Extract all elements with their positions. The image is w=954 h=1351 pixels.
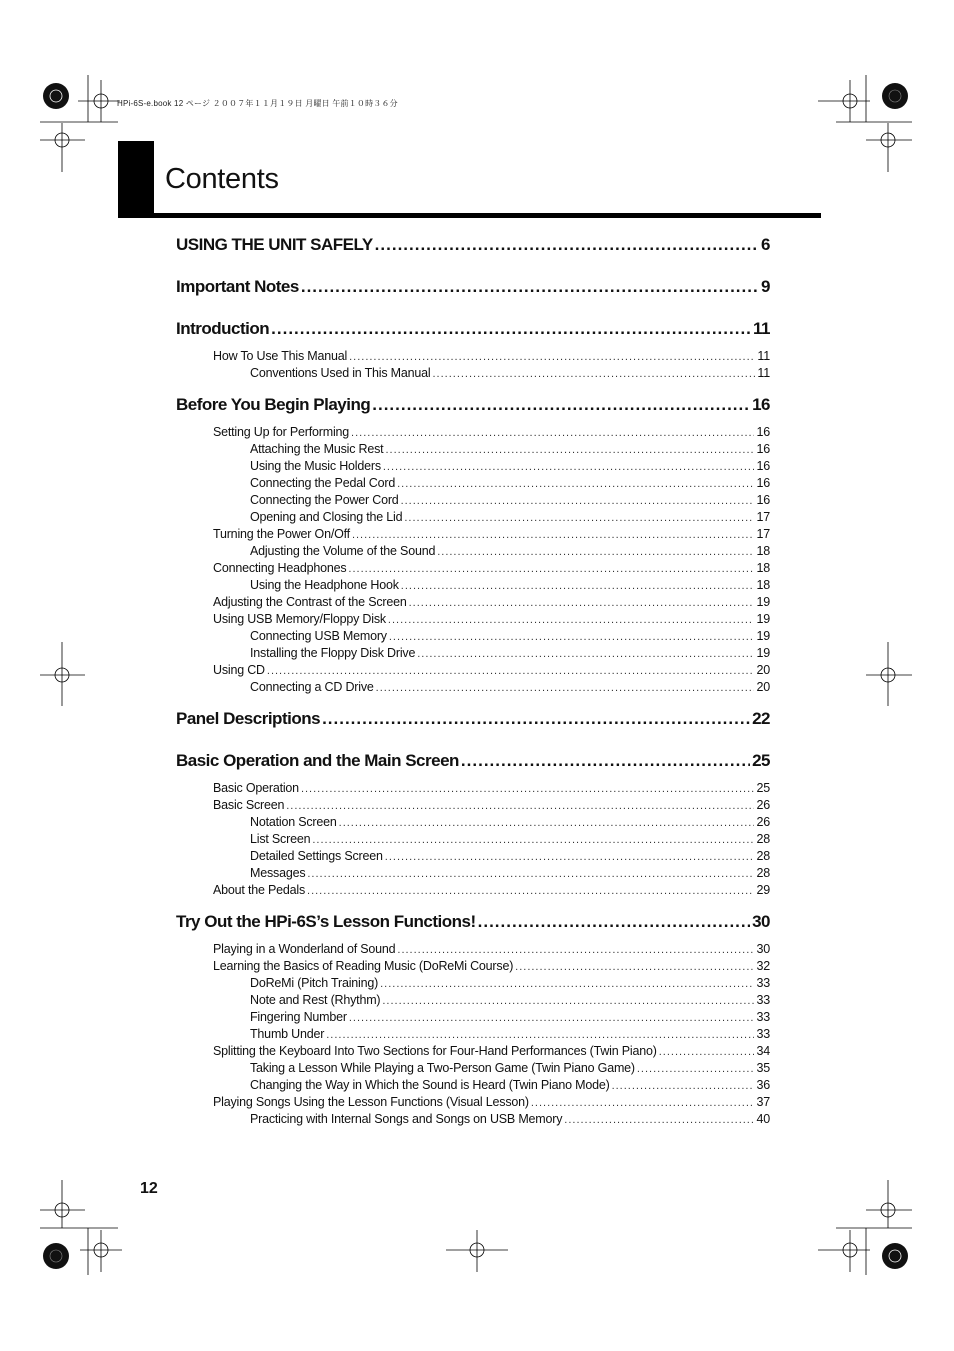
toc-entry-page: 18 [756, 544, 770, 558]
toc-chapter-group [176, 742, 770, 899]
toc-entry-title: Detailed Settings Screen [250, 849, 383, 863]
toc-entry[interactable] [176, 441, 770, 458]
toc-entry[interactable] [176, 628, 770, 645]
toc-chapter-page: 11 [753, 319, 770, 338]
toc-leader-dots [637, 1061, 755, 1078]
toc-entry-title: Conventions Used in This Manual [250, 366, 431, 380]
toc-entry-title: Playing Songs Using the Lesson Functions (Visual Lesson) [213, 1095, 529, 1109]
toc-entry-title: Basic Screen [213, 798, 285, 812]
toc-entry-page: 28 [756, 849, 770, 863]
toc-leader-dots [409, 595, 755, 612]
toc-entry-title: Practicing with Internal Songs and Songs on USB Memory [250, 1112, 563, 1126]
toc-entry-page: 34 [756, 1044, 770, 1058]
toc-leader-dots [267, 663, 755, 680]
toc-entry-page: 40 [756, 1112, 770, 1126]
toc-entry[interactable] [176, 941, 770, 958]
toc-entry-page: 20 [756, 663, 770, 677]
toc-chapter-group [176, 903, 770, 1128]
toc-leader-dots [380, 976, 754, 993]
toc-chapter-title: Try Out the HPi-6S’s Lesson Functions! [176, 912, 476, 931]
toc-leader-dots [385, 849, 755, 866]
toc-entry[interactable] [176, 1026, 770, 1043]
toc-leader-dots [286, 798, 754, 815]
toc-entry-page: 35 [756, 1061, 770, 1075]
toc-entry-page: 17 [756, 510, 770, 524]
title-rule [118, 213, 821, 218]
toc-chapter[interactable] [176, 310, 770, 348]
toc-entry-page: 33 [756, 993, 770, 1007]
toc-entry[interactable] [176, 831, 770, 848]
toc-entry-title: Thumb Under [250, 1027, 325, 1041]
toc-entry-page: 25 [756, 781, 770, 795]
page-number: 12 [140, 1180, 158, 1197]
toc-entry-title: Connecting the Pedal Cord [250, 476, 396, 490]
toc-entry-title: Using CD [213, 663, 265, 677]
toc-leader-dots [417, 646, 754, 663]
toc-leader-dots [339, 815, 755, 832]
toc-entry[interactable] [176, 662, 770, 679]
toc-entry[interactable] [176, 458, 770, 475]
toc-chapter[interactable] [176, 386, 770, 424]
toc-leader-dots [401, 578, 755, 595]
toc-entry-page: 37 [756, 1095, 770, 1109]
toc-leader-dots [478, 903, 750, 941]
toc-entry[interactable] [176, 577, 770, 594]
toc-entry-title: Note and Rest (Rhythm) [250, 993, 381, 1007]
toc-entry-page: 28 [756, 832, 770, 846]
toc-entry-page: 26 [756, 815, 770, 829]
toc-chapter-group [176, 386, 770, 696]
toc-entry-page: 18 [756, 561, 770, 575]
toc-entry[interactable] [176, 424, 770, 441]
toc-entry-title: Adjusting the Volume of the Sound [250, 544, 436, 558]
toc-entry[interactable] [176, 1060, 770, 1077]
toc-entry-title: Fingering Number [250, 1010, 347, 1024]
toc-entry-title: Using the Headphone Hook [250, 578, 399, 592]
toc-leader-dots [271, 310, 751, 348]
toc-chapter-page: 25 [752, 751, 770, 770]
toc-leader-dots [352, 527, 755, 544]
toc-entry[interactable] [176, 594, 770, 611]
toc-entry-title: Setting Up for Performing [213, 425, 350, 439]
toc-entry-page: 11 [757, 349, 770, 363]
toc-chapter[interactable] [176, 268, 770, 306]
toc-entry-page: 29 [756, 883, 770, 897]
toc-entry-title: Playing in a Wonderland of Sound [213, 942, 396, 956]
toc-leader-dots [564, 1112, 754, 1129]
toc-chapter-title: Important Notes [176, 277, 299, 296]
toc-entry[interactable] [176, 814, 770, 831]
table-of-contents [176, 226, 770, 1132]
toc-leader-dots [372, 386, 750, 424]
toc-entry-page: 20 [756, 680, 770, 694]
toc-leader-dots [307, 883, 754, 900]
toc-leader-dots [385, 442, 754, 459]
toc-entry[interactable] [176, 645, 770, 662]
toc-chapter-title: USING THE UNIT SAFELY [176, 235, 373, 254]
toc-entry[interactable] [176, 797, 770, 814]
toc-entry[interactable] [176, 958, 770, 975]
toc-entry-title: Turning the Power On/Off [213, 527, 350, 541]
toc-leader-dots [383, 459, 755, 476]
toc-leader-dots [404, 510, 754, 527]
book-file-meta: HPi-6S-e.book 12 ページ ２００７年１１月１９日 月曜日 午前１０時３６分 [117, 99, 398, 108]
toc-entry[interactable] [176, 560, 770, 577]
toc-chapter[interactable] [176, 742, 770, 780]
toc-entry-title: Connecting the Power Cord [250, 493, 399, 507]
toc-entry-title: Opening and Closing the Lid [250, 510, 403, 524]
toc-entry[interactable] [176, 1043, 770, 1060]
toc-entry[interactable] [176, 1094, 770, 1111]
toc-entry-title: Notation Screen [250, 815, 337, 829]
toc-entry-page: 19 [756, 646, 770, 660]
toc-chapter-page: 9 [761, 277, 770, 296]
toc-leader-dots [659, 1044, 755, 1061]
toc-entry-page: 11 [757, 366, 770, 380]
toc-entry-page: 18 [756, 578, 770, 592]
toc-chapter-page: 16 [752, 395, 770, 414]
toc-entry-title: About the Pedals [213, 883, 306, 897]
toc-entry-title: Changing the Way in Which the Sound is Heard (Twin Piano Mode) [250, 1078, 610, 1092]
toc-entry-title: Splitting the Keyboard Into Two Sections for Four-Hand Performances (Twin Piano) [213, 1044, 657, 1058]
toc-entry-page: 30 [756, 942, 770, 956]
toc-entry-title: Attaching the Music Rest [250, 442, 384, 456]
toc-entry-page: 19 [756, 629, 770, 643]
toc-entry-title: Connecting USB Memory [250, 629, 387, 643]
page-title: Contents [165, 163, 279, 195]
toc-entry[interactable] [176, 526, 770, 543]
toc-leader-dots [375, 226, 759, 264]
toc-entry-title: Basic Operation [213, 781, 299, 795]
toc-entry-title: Taking a Lesson While Playing a Two-Person Game (Twin Piano Game) [250, 1061, 635, 1075]
toc-leader-dots [612, 1078, 755, 1095]
toc-leader-dots [307, 866, 754, 883]
toc-entry[interactable] [176, 365, 770, 382]
toc-entry[interactable] [176, 611, 770, 628]
toc-entry-title: How To Use This Manual [213, 349, 348, 363]
toc-chapter-page: 6 [761, 235, 770, 254]
toc-entry[interactable] [176, 780, 770, 797]
toc-entry[interactable] [176, 492, 770, 509]
toc-entry-page: 32 [756, 959, 770, 973]
toc-entry-page: 16 [756, 493, 770, 507]
toc-chapter-title: Before You Begin Playing [176, 395, 371, 414]
toc-leader-dots [376, 680, 755, 697]
toc-leader-dots [461, 742, 750, 780]
toc-leader-dots [437, 544, 754, 561]
toc-entry[interactable] [176, 679, 770, 696]
toc-entry-title: Installing the Floppy Disk Drive [250, 646, 416, 660]
toc-leader-dots [382, 993, 754, 1010]
toc-entry[interactable] [176, 992, 770, 1009]
toc-entry-page: 16 [756, 459, 770, 473]
toc-chapter[interactable] [176, 226, 770, 264]
toc-leader-dots [301, 268, 759, 306]
toc-entry-title: Connecting a CD Drive [250, 680, 374, 694]
toc-entry[interactable] [176, 475, 770, 492]
toc-chapter-title: Basic Operation and the Main Screen [176, 751, 459, 770]
toc-entry-page: 26 [756, 798, 770, 812]
toc-leader-dots [349, 349, 755, 366]
toc-entry-title: Using USB Memory/Floppy Disk [213, 612, 386, 626]
toc-entry-page: 28 [756, 866, 770, 880]
toc-entry[interactable] [176, 975, 770, 992]
toc-entry-page: 16 [756, 442, 770, 456]
toc-entry-page: 36 [756, 1078, 770, 1092]
toc-leader-dots [531, 1095, 755, 1112]
toc-leader-dots [401, 493, 755, 510]
toc-leader-dots [432, 366, 755, 383]
toc-leader-dots [351, 425, 754, 442]
toc-leader-dots [397, 942, 754, 959]
toc-entry[interactable] [176, 848, 770, 865]
toc-entry-title: DoReMi (Pitch Training) [250, 976, 379, 990]
toc-chapter[interactable] [176, 903, 770, 941]
toc-chapter-group [176, 700, 770, 738]
toc-leader-dots [301, 781, 755, 798]
toc-chapter-title: Panel Descriptions [176, 709, 321, 728]
toc-entry-title: Connecting Headphones [213, 561, 347, 575]
toc-entry[interactable] [176, 543, 770, 560]
toc-leader-dots [322, 700, 750, 738]
toc-chapter-title: Introduction [176, 319, 270, 338]
toc-entry[interactable] [176, 1077, 770, 1094]
toc-entry-title: Learning the Basics of Reading Music (DoReMi Course) [213, 959, 514, 973]
title-black-block [118, 141, 154, 217]
toc-chapter-page: 30 [752, 912, 770, 931]
toc-leader-dots [388, 612, 755, 629]
toc-entry-page: 16 [756, 476, 770, 490]
toc-entry[interactable] [176, 1009, 770, 1026]
toc-chapter-group [176, 268, 770, 306]
toc-entry-page: 16 [756, 425, 770, 439]
toc-entry[interactable] [176, 882, 770, 899]
toc-leader-dots [515, 959, 754, 976]
toc-leader-dots [348, 561, 754, 578]
toc-leader-dots [389, 629, 755, 646]
toc-leader-dots [397, 476, 754, 493]
toc-chapter-group [176, 310, 770, 382]
toc-entry-page: 33 [756, 1027, 770, 1041]
toc-entry-title: Adjusting the Contrast of the Screen [213, 595, 407, 609]
toc-entry-title: Messages [250, 866, 306, 880]
toc-chapter-page: 22 [752, 709, 770, 728]
toc-chapter-group [176, 226, 770, 264]
toc-leader-dots [312, 832, 754, 849]
toc-entry-title: List Screen [250, 832, 311, 846]
toc-entry[interactable] [176, 509, 770, 526]
toc-leader-dots [349, 1010, 755, 1027]
toc-entry[interactable] [176, 865, 770, 882]
toc-entry-page: 17 [756, 527, 770, 541]
toc-entry-page: 33 [756, 1010, 770, 1024]
toc-entry-page: 19 [756, 612, 770, 626]
toc-leader-dots [326, 1027, 754, 1044]
toc-entry-title: Using the Music Holders [250, 459, 381, 473]
toc-chapter[interactable] [176, 700, 770, 738]
toc-entry-page: 19 [756, 595, 770, 609]
toc-entry[interactable] [176, 1111, 770, 1128]
toc-entry[interactable] [176, 348, 770, 365]
toc-entry-page: 33 [756, 976, 770, 990]
